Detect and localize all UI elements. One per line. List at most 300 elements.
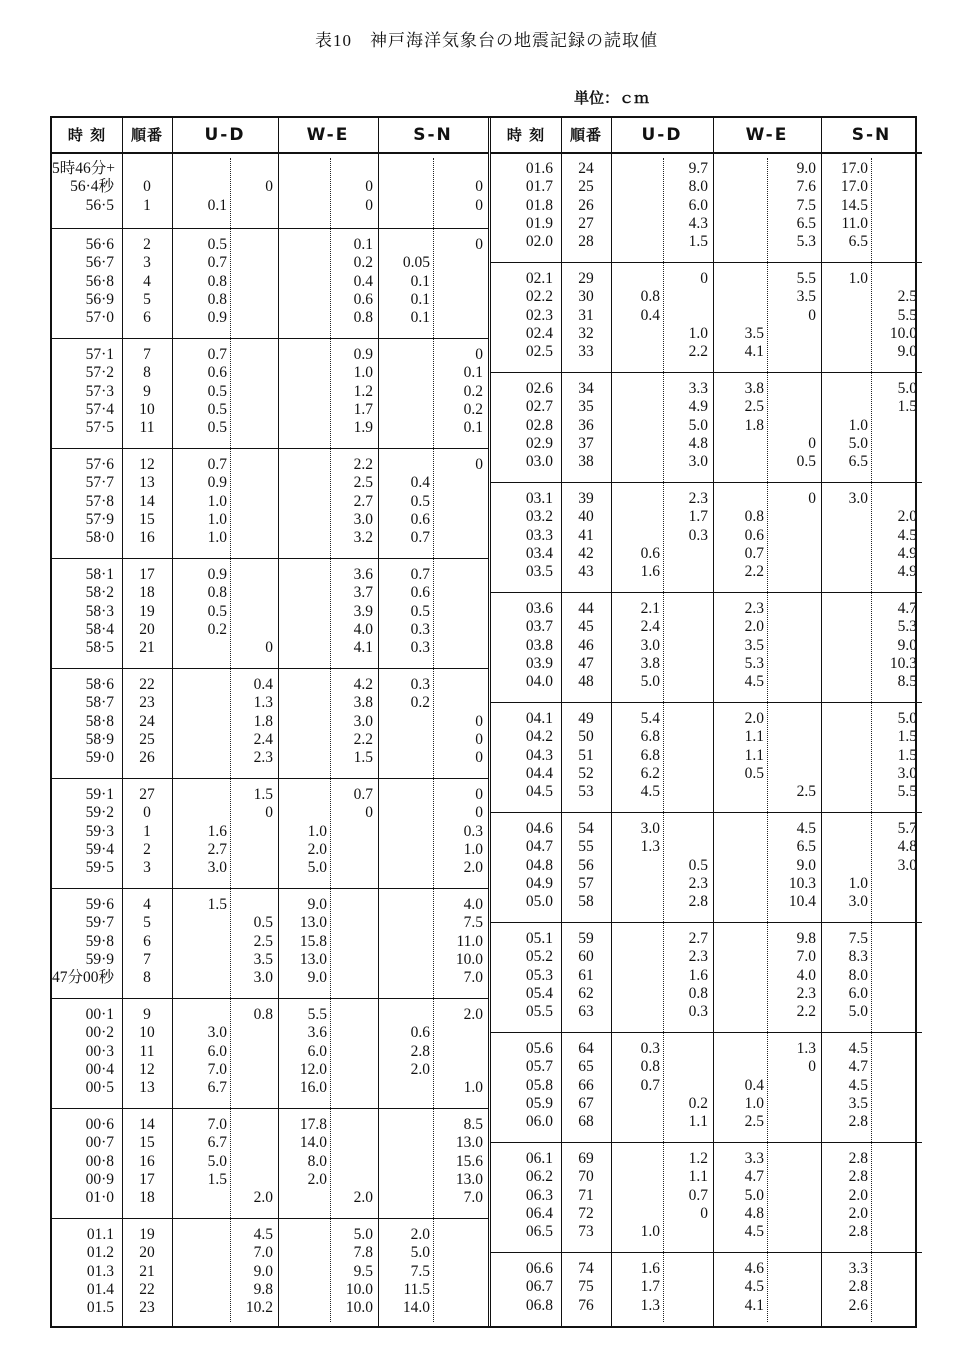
left-row-group <box>52 338 488 449</box>
ud-value-left: 0.9 <box>207 566 227 583</box>
sn-value-left: 11.0 <box>841 214 868 232</box>
we-value-right: 0 <box>365 178 373 196</box>
ud-value-left: 3.0 <box>207 1024 227 1042</box>
we-value-left: 4.5 <box>744 1278 764 1296</box>
ud-value-right: 0.3 <box>688 1003 708 1021</box>
table-left-half <box>52 118 488 1326</box>
time-cell: 56·8 <box>85 272 114 290</box>
ud-value-right: 2.0 <box>253 1189 273 1207</box>
time-cell: 59·6 <box>85 896 114 913</box>
ud-value-right: 1.6 <box>688 966 708 984</box>
we-value-right: 0 <box>365 196 373 214</box>
sn-value-right: 5.7 <box>897 820 917 837</box>
sequence-cell: 76 <box>578 1296 594 1314</box>
time-cell: 04.7 <box>525 838 553 856</box>
sn-value-left: 8.0 <box>848 966 868 984</box>
time-cell: 57·9 <box>85 510 114 528</box>
sn-value-right: 3.0 <box>897 764 917 782</box>
sequence-cell: 25 <box>578 178 594 196</box>
we-value-right: 2.5 <box>796 783 816 801</box>
sequence-cell: 9 <box>143 1006 151 1023</box>
we-value-right: 5.0 <box>353 1226 373 1243</box>
sequence-cell: 20 <box>139 1244 155 1262</box>
sn-value-right: 0 <box>475 178 483 196</box>
ud-value-left: 0.8 <box>207 584 227 602</box>
time-cell: 06.4 <box>525 1204 553 1222</box>
sequence-cell: 42 <box>578 544 594 562</box>
time-cell: 05.2 <box>525 948 553 966</box>
table-row <box>52 493 488 511</box>
sequence-cell: 17 <box>139 1170 155 1188</box>
sn-value-left: 6.5 <box>848 233 868 251</box>
time-cell: 03.9 <box>525 654 553 672</box>
sequence-cell: 43 <box>578 563 594 581</box>
table-row <box>52 841 488 859</box>
sn-value-left: 2.8 <box>410 1042 430 1060</box>
table-row <box>491 270 922 288</box>
time-cell: 01.9 <box>525 214 553 232</box>
ud-value-left: 0.7 <box>207 254 227 272</box>
time-cell: 58·6 <box>85 676 114 693</box>
time-cell: 59·1 <box>85 786 114 803</box>
ud-value-right: 9.8 <box>253 1280 273 1298</box>
ud-value-left: 1.5 <box>207 1170 227 1188</box>
table-row <box>52 1043 488 1061</box>
sequence-cell: 5 <box>143 290 151 308</box>
table-row <box>491 820 922 838</box>
table-row <box>52 1189 488 1207</box>
ud-value-right: 4.5 <box>253 1226 273 1243</box>
table-row <box>491 930 922 948</box>
table-row <box>491 545 922 563</box>
right-row-group <box>491 702 922 813</box>
sequence-cell: 3 <box>143 254 151 272</box>
we-value-right: 4.0 <box>796 966 816 984</box>
ud-value-left: 0.8 <box>207 290 227 308</box>
time-cell: 58·2 <box>85 584 114 602</box>
table-row <box>491 857 922 875</box>
time-cell: 58·7 <box>85 694 114 712</box>
ud-value-left: 6.0 <box>207 1042 227 1060</box>
sequence-cell: 56 <box>578 856 594 874</box>
sn-value-right: 5.3 <box>897 618 917 636</box>
table-row <box>491 1223 922 1241</box>
we-value-left: 2.3 <box>744 600 764 617</box>
time-cell: 02.4 <box>525 324 553 342</box>
right-row-group <box>491 372 922 483</box>
time-cell: 01·0 <box>85 1189 114 1207</box>
table-row <box>52 969 488 987</box>
table-row <box>491 178 922 196</box>
time-cell: 56·5 <box>85 196 114 214</box>
we-value-left: 9.0 <box>307 896 327 913</box>
table-row <box>52 401 488 419</box>
right-header-ud: U-D <box>641 125 683 145</box>
sn-value-left: 2.6 <box>848 1296 868 1314</box>
time-cell: 57·6 <box>85 456 114 473</box>
ud-value-left: 1.0 <box>207 529 227 547</box>
table-row <box>491 325 922 343</box>
we-value-right: 4.0 <box>353 620 373 638</box>
sn-value-right: 4.7 <box>897 600 917 617</box>
ud-value-left: 1.0 <box>207 510 227 528</box>
time-cell: 01.8 <box>525 196 553 214</box>
time-cell: 02.1 <box>525 270 553 287</box>
table-row <box>52 529 488 547</box>
sn-value-right: 13.0 <box>455 1134 483 1152</box>
we-value-right: 7.8 <box>353 1244 373 1262</box>
we-value-right: 0.4 <box>353 272 373 290</box>
ud-value-left: 0.2 <box>207 620 227 638</box>
table-row <box>491 673 922 691</box>
left-header-sn: S-N <box>413 125 453 145</box>
table-row <box>491 618 922 636</box>
ud-value-right: 2.5 <box>253 932 273 950</box>
sequence-cell: 52 <box>578 764 594 782</box>
table-row <box>491 1040 922 1058</box>
we-value-left: 13.0 <box>299 950 327 968</box>
we-value-left: 2.0 <box>307 840 327 858</box>
time-cell: 59·2 <box>85 804 114 822</box>
we-value-right: 0.6 <box>353 290 373 308</box>
ud-value-right: 0 <box>265 804 273 822</box>
table-row <box>52 511 488 529</box>
sn-value-left: 0.1 <box>410 290 430 308</box>
time-cell: 01.3 <box>86 1262 114 1280</box>
sn-value-right: 0.1 <box>463 419 483 437</box>
right-header-seq: 順番 <box>569 126 602 144</box>
time-cell: 59·7 <box>85 914 114 932</box>
ud-value-right: 2.3 <box>253 749 273 767</box>
sequence-cell: 15 <box>139 510 155 528</box>
sn-value-right: 4.8 <box>897 838 917 856</box>
table-row <box>491 1113 922 1131</box>
table-row <box>491 435 922 453</box>
sn-value-left: 3.0 <box>848 490 868 507</box>
table-row <box>52 1061 488 1079</box>
ud-value-left: 6.7 <box>207 1134 227 1152</box>
time-cell: 00·6 <box>85 1116 114 1133</box>
time-cell: 47分00秒 <box>52 969 115 987</box>
right-header-time: 時 刻 <box>506 126 546 144</box>
we-value-left: 13.0 <box>299 914 327 932</box>
ud-value-right: 0.2 <box>688 1094 708 1112</box>
we-value-right: 3.2 <box>353 529 373 547</box>
sequence-cell: 73 <box>578 1223 594 1241</box>
ud-value-left: 3.8 <box>640 654 660 672</box>
time-cell: 05.4 <box>525 984 553 1002</box>
sn-value-left: 2.8 <box>848 1168 868 1186</box>
sequence-cell: 27 <box>578 214 594 232</box>
sequence-cell: 67 <box>578 1094 594 1112</box>
time-cell: 04.5 <box>525 783 553 801</box>
ud-value-right: 0.8 <box>688 984 708 1002</box>
sn-value-right: 1.5 <box>897 728 917 746</box>
sn-value-right: 7.5 <box>463 914 483 932</box>
table-row <box>491 453 922 471</box>
sequence-cell: 0 <box>143 178 151 196</box>
we-value-right: 1.2 <box>353 382 373 400</box>
sn-value-right: 5.0 <box>897 710 917 727</box>
left-row-group <box>52 1108 488 1219</box>
sn-value-right: 0.1 <box>463 364 483 382</box>
sequence-cell: 36 <box>578 416 594 434</box>
sequence-cell: 22 <box>139 1280 155 1298</box>
sequence-cell: 14 <box>139 492 155 510</box>
we-value-right: 1.7 <box>353 400 373 418</box>
we-value-left: 3.5 <box>744 324 764 342</box>
ud-value-right: 0.5 <box>688 856 708 874</box>
sequence-cell: 7 <box>143 346 151 363</box>
time-cell: 04.4 <box>525 764 553 782</box>
ud-value-right: 0.7 <box>688 1186 708 1204</box>
time-cell: 57·8 <box>85 492 114 510</box>
sequence-cell: 1 <box>143 822 151 840</box>
ud-value-right: 1.8 <box>253 712 273 730</box>
we-value-left: 5.5 <box>307 1006 327 1023</box>
ud-value-right: 3.5 <box>253 950 273 968</box>
sequence-cell: 58 <box>578 893 594 911</box>
sequence-cell: 71 <box>578 1186 594 1204</box>
ud-value-right: 3.0 <box>688 453 708 471</box>
time-cell: 5時46分+ <box>52 160 115 177</box>
ud-value-left: 3.0 <box>640 636 660 654</box>
ud-value-right: 0 <box>700 270 708 287</box>
sequence-cell: 57 <box>578 874 594 892</box>
sequence-cell: 46 <box>578 636 594 654</box>
we-value-left: 5.3 <box>744 654 764 672</box>
we-value-left: 6.0 <box>307 1042 327 1060</box>
ud-value-left: 3.0 <box>207 859 227 877</box>
we-value-left: 3.5 <box>744 636 764 654</box>
we-value-right: 3.9 <box>353 602 373 620</box>
sequence-cell: 14 <box>139 1116 155 1133</box>
left-row-group <box>52 558 488 669</box>
sn-value-left: 0.5 <box>410 492 430 510</box>
ud-value-right: 4.9 <box>688 398 708 416</box>
sequence-cell: 15 <box>139 1134 155 1152</box>
table-row <box>52 823 488 841</box>
sn-value-left: 2.0 <box>410 1226 430 1243</box>
sequence-cell: 49 <box>578 710 594 727</box>
ud-value-left: 0.5 <box>207 602 227 620</box>
ud-value-left: 0.9 <box>207 309 227 327</box>
sequence-cell: 62 <box>578 984 594 1002</box>
sequence-cell: 1 <box>143 196 151 214</box>
table-row <box>52 474 488 492</box>
sn-value-left: 1.0 <box>848 270 868 287</box>
sn-value-right: 10.0 <box>889 324 917 342</box>
ud-value-left: 5.0 <box>640 673 660 691</box>
sequence-cell: 29 <box>578 270 594 287</box>
sn-value-right: 2.0 <box>463 859 483 877</box>
we-value-right: 3.6 <box>353 566 373 583</box>
we-value-right: 0.8 <box>353 309 373 327</box>
we-value-right: 4.1 <box>353 639 373 657</box>
ud-value-right: 1.0 <box>688 324 708 342</box>
ud-value-left: 1.3 <box>640 838 660 856</box>
table-row <box>491 985 922 1003</box>
table-row <box>52 309 488 327</box>
we-value-right: 0 <box>365 804 373 822</box>
sn-value-right: 4.9 <box>897 563 917 581</box>
time-cell: 00·3 <box>85 1042 114 1060</box>
time-cell: 02.9 <box>525 434 553 452</box>
ud-value-left: 0.5 <box>207 236 227 253</box>
time-cell: 59·3 <box>85 822 114 840</box>
table-row <box>52 621 488 639</box>
sn-value-left: 2.8 <box>848 1223 868 1241</box>
time-cell: 01.6 <box>525 160 553 177</box>
time-cell: 03.4 <box>525 544 553 562</box>
sequence-cell: 37 <box>578 434 594 452</box>
we-value-right: 0 <box>808 1058 816 1076</box>
left-row-group <box>52 228 488 339</box>
sequence-cell: 60 <box>578 948 594 966</box>
sequence-cell: 0 <box>143 804 151 822</box>
sn-value-left: 2.0 <box>848 1186 868 1204</box>
table-row <box>52 639 488 657</box>
sn-value-right: 7.0 <box>463 969 483 987</box>
ud-value-left: 0.5 <box>207 419 227 437</box>
time-cell: 59·0 <box>85 749 114 767</box>
sequence-cell: 61 <box>578 966 594 984</box>
sn-value-right: 0 <box>475 786 483 803</box>
ud-value-right: 2.4 <box>253 730 273 748</box>
sequence-cell: 8 <box>143 969 151 987</box>
ud-value-right: 1.1 <box>688 1168 708 1186</box>
we-value-left: 1.8 <box>744 416 764 434</box>
table-row <box>491 1297 922 1315</box>
sequence-cell: 16 <box>139 529 155 547</box>
we-value-left: 2.5 <box>744 398 764 416</box>
sn-value-left: 0.4 <box>410 474 430 492</box>
table-row <box>491 728 922 746</box>
time-cell: 02.0 <box>525 233 553 251</box>
ud-value-left: 0.6 <box>207 364 227 382</box>
time-cell: 03.6 <box>525 600 553 617</box>
ud-value-left: 1.5 <box>207 896 227 913</box>
unit-label: 単位：ｃｍ <box>574 89 650 107</box>
table-row <box>52 731 488 749</box>
we-value-left: 16.0 <box>299 1079 327 1097</box>
time-cell: 01.2 <box>86 1244 114 1262</box>
left-row-group <box>52 152 488 229</box>
ud-value-right: 0.4 <box>253 676 273 693</box>
ud-value-left: 0.8 <box>640 1058 660 1076</box>
time-cell: 02.2 <box>525 288 553 306</box>
ud-value-right: 3.0 <box>253 969 273 987</box>
time-cell: 06.8 <box>525 1296 553 1314</box>
time-cell: 56·6 <box>85 236 114 253</box>
sequence-cell: 69 <box>578 1150 594 1167</box>
sn-value-left: 5.0 <box>410 1244 430 1262</box>
time-cell: 03.8 <box>525 636 553 654</box>
sn-value-right: 0 <box>475 730 483 748</box>
sn-value-left: 5.0 <box>848 1003 868 1021</box>
we-value-left: 3.3 <box>744 1150 764 1167</box>
ud-value-right: 0 <box>700 1204 708 1222</box>
sn-value-left: 3.0 <box>848 893 868 911</box>
ud-value-left: 1.7 <box>640 1278 660 1296</box>
we-value-right: 1.3 <box>796 1040 816 1057</box>
ud-value-right: 2.3 <box>688 490 708 507</box>
sn-value-left: 0.5 <box>410 602 430 620</box>
sn-value-left: 14.0 <box>402 1299 430 1317</box>
table-row <box>491 1077 922 1095</box>
we-value-left: 4.5 <box>744 1223 764 1241</box>
table-row <box>52 291 488 309</box>
sequence-cell: 17 <box>139 566 155 583</box>
data-table <box>50 116 917 1328</box>
sn-value-left: 6.0 <box>848 984 868 1002</box>
we-value-right: 4.2 <box>353 676 373 693</box>
we-value-left: 1.0 <box>744 1094 764 1112</box>
sequence-cell: 33 <box>578 343 594 361</box>
we-value-right: 6.5 <box>796 838 816 856</box>
sequence-cell: 55 <box>578 838 594 856</box>
table-row <box>491 637 922 655</box>
time-cell: 56·9 <box>85 290 114 308</box>
ud-value-right: 10.2 <box>245 1299 273 1317</box>
time-cell: 57·2 <box>85 364 114 382</box>
table-row <box>491 380 922 398</box>
sequence-cell: 68 <box>578 1113 594 1131</box>
sn-value-right: 0.2 <box>463 382 483 400</box>
sequence-cell: 53 <box>578 783 594 801</box>
we-value-left: 0.6 <box>744 526 764 544</box>
we-value-left: 4.1 <box>744 343 764 361</box>
table-row <box>52 713 488 731</box>
sn-value-left: 17.0 <box>840 160 868 177</box>
sequence-cell: 2 <box>143 840 151 858</box>
sn-value-right: 1.0 <box>463 1079 483 1097</box>
table-row <box>491 563 922 581</box>
table-row <box>52 1299 488 1317</box>
sn-value-left: 7.5 <box>848 930 868 947</box>
sn-value-right: 15.6 <box>455 1152 483 1170</box>
sequence-cell: 18 <box>139 1189 155 1207</box>
table-row <box>491 1187 922 1205</box>
ud-value-right: 4.8 <box>688 434 708 452</box>
sequence-cell: 74 <box>578 1260 594 1277</box>
table-row <box>491 655 922 673</box>
right-row-group <box>491 812 922 923</box>
table-row <box>52 749 488 767</box>
we-value-right: 3.7 <box>353 584 373 602</box>
table-row <box>52 896 488 914</box>
ud-value-right: 9.0 <box>253 1262 273 1280</box>
table-row <box>491 948 922 966</box>
right-row-group <box>491 1252 922 1328</box>
ud-value-left: 2.1 <box>640 600 660 617</box>
ud-value-right: 3.3 <box>688 380 708 397</box>
ud-value-left: 0.9 <box>207 474 227 492</box>
we-value-left: 17.8 <box>299 1116 327 1133</box>
table-row <box>52 236 488 254</box>
sn-value-left: 17.0 <box>840 178 868 196</box>
sequence-cell: 26 <box>578 196 594 214</box>
table-row <box>52 786 488 804</box>
sn-value-left: 2.8 <box>848 1278 868 1296</box>
table-row <box>52 1079 488 1097</box>
we-value-right: 0.9 <box>353 346 373 363</box>
table-row <box>491 233 922 251</box>
sn-value-right: 10.0 <box>455 950 483 968</box>
ud-value-right: 2.2 <box>688 343 708 361</box>
time-cell: 05.9 <box>525 1094 553 1112</box>
we-value-right: 7.6 <box>796 178 816 196</box>
